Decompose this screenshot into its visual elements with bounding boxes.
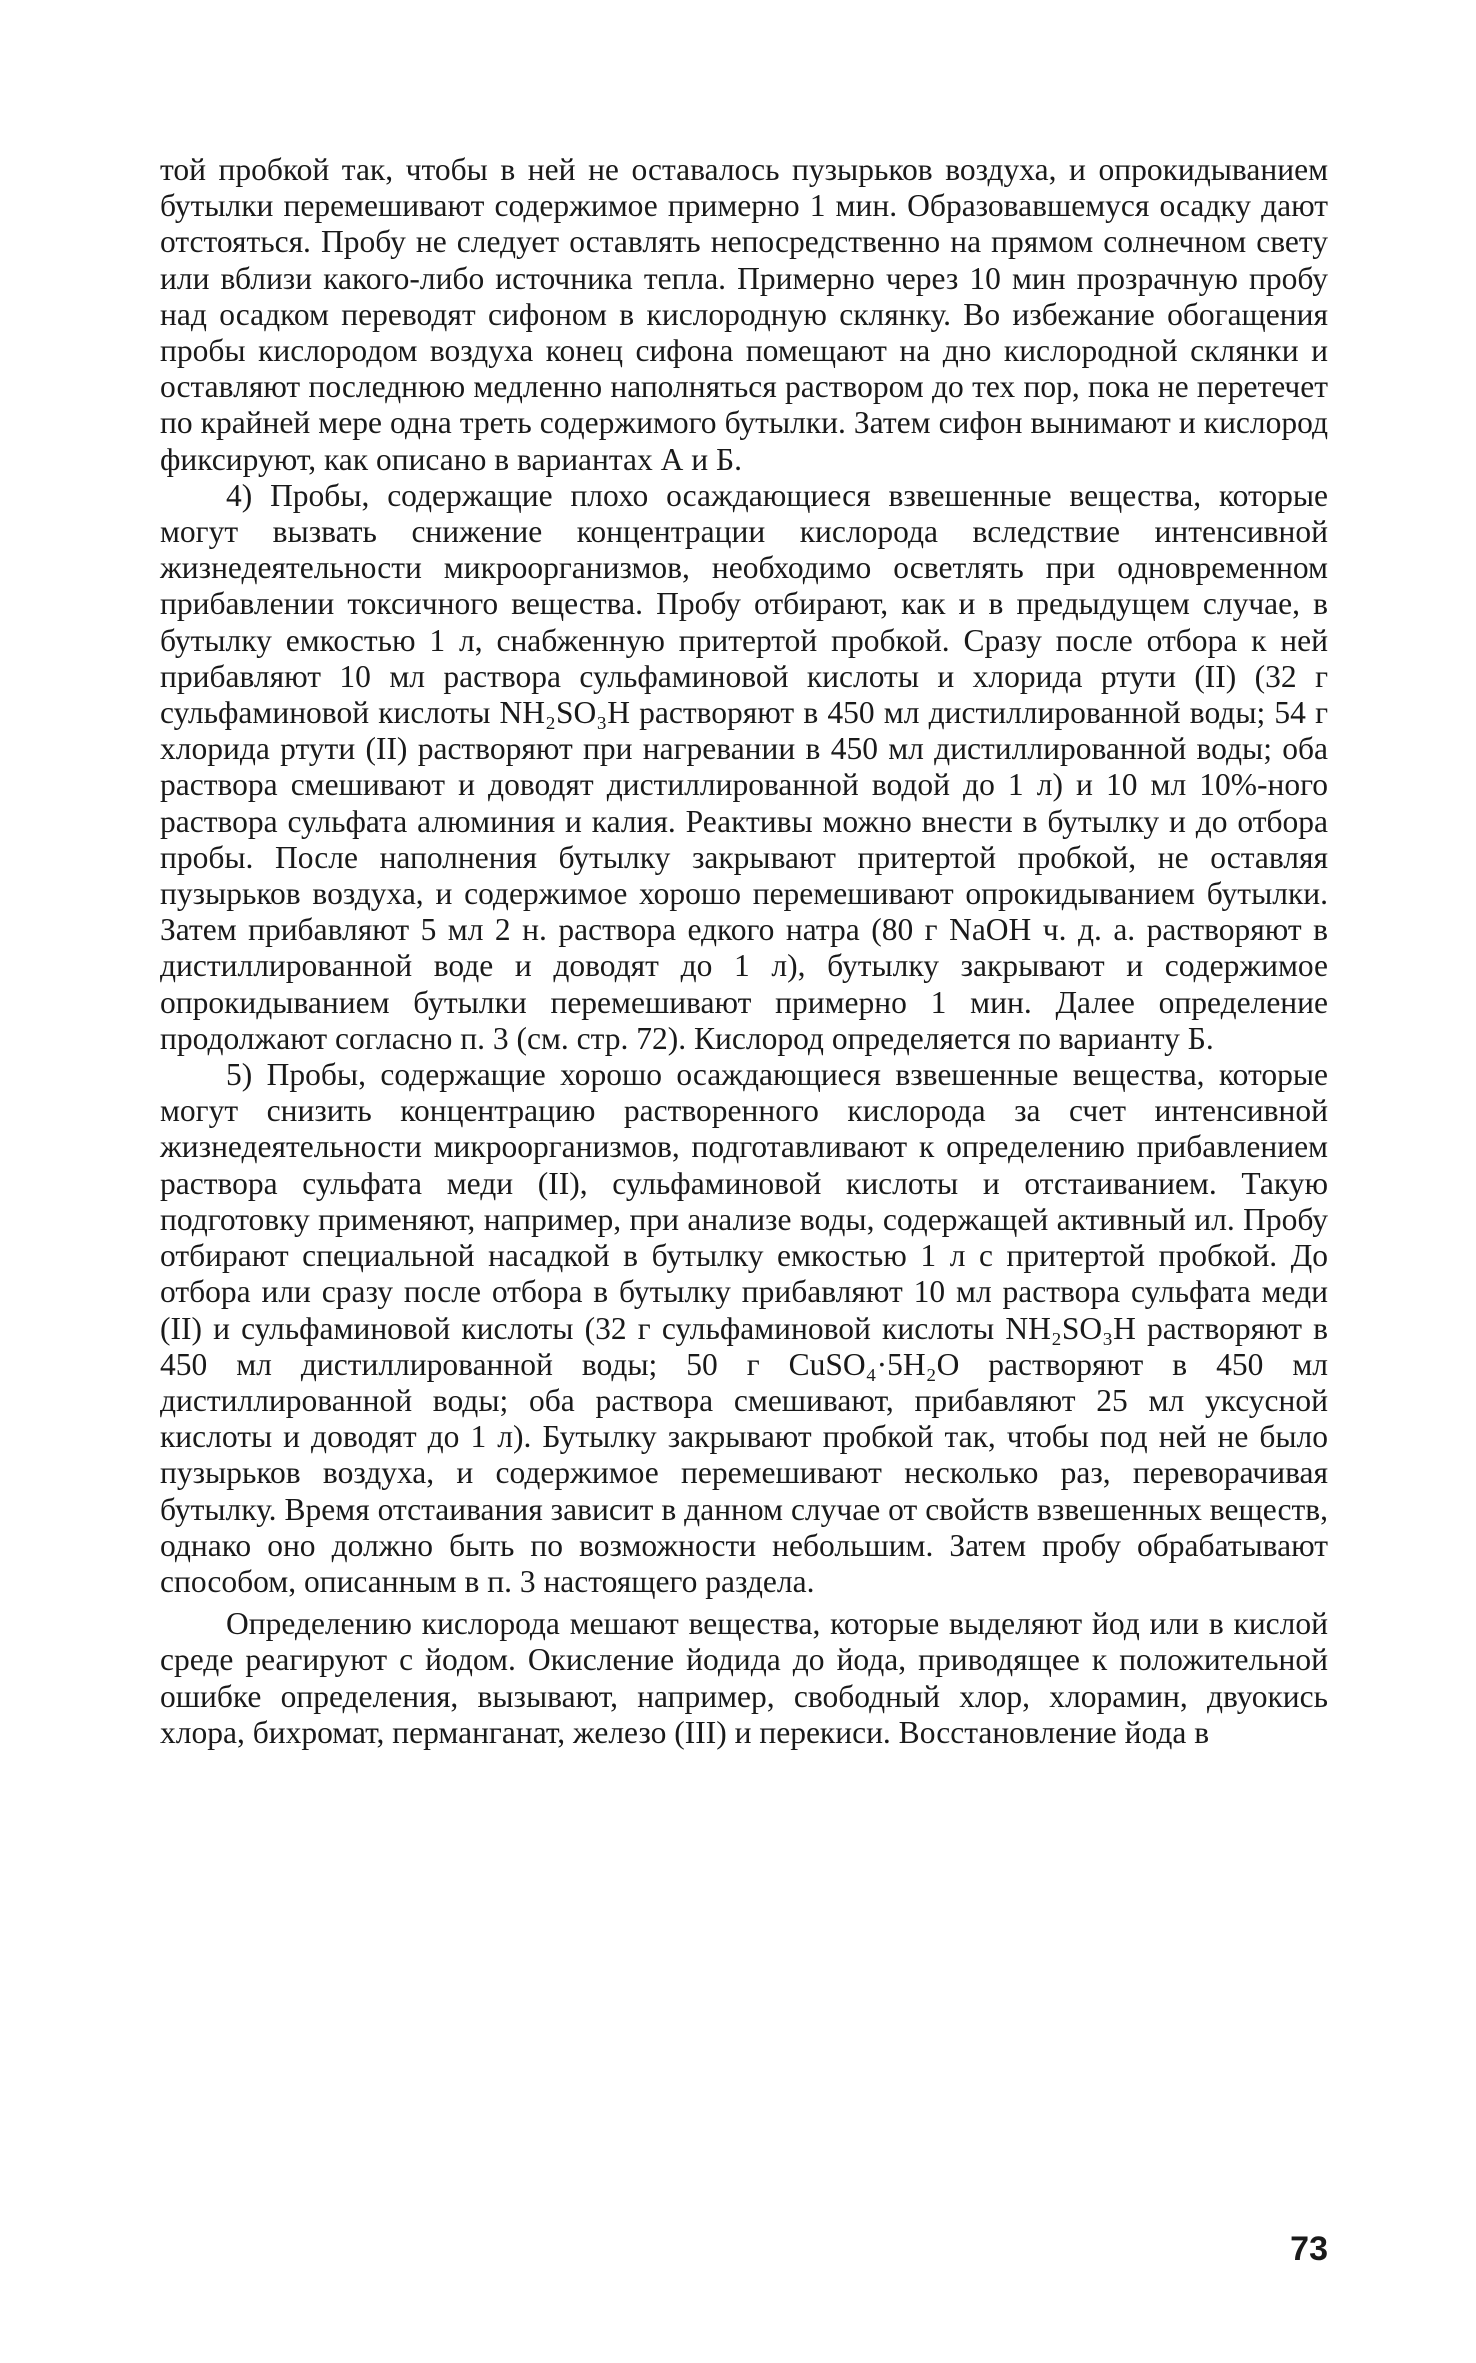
page-number: 73: [1290, 2230, 1328, 2268]
page-body: [160, 152, 1328, 1751]
paragraph-item-4: 4) Пробы, содержащие плохо осаждающиеся взвешенные вещества, которые могут вызвать снижение концентрации кислорода вследствие интенсивной жизнедеятельности микроорганизмов, необходимо осветлять при одновременном прибавлении токсичного вещества. Пробу отбирают, как и в предыдущем случае, в бутылку емкостью 1 л, снабженную притертой пробкой. Сразу после отбора к ней прибавляют 10 мл раствора сульфаминовой кислоты и хлорида ртути (II) (32 г сульфаминовой кислоты NH₂SO₃H растворяют в 450 мл дистиллированной воды; 54 г хлорида ртути (II) растворяют при нагревании в 450 мл дистиллированной воды; оба раствора смешивают и доводят дистиллированной водой до 1 л) и 10 мл 10%-ного раствора сульфата алюминия и калия. Реактивы можно внести в бутылку и до отбора пробы. После наполнения бутылку закрывают притертой пробкой, не оставляя пузырьков воздуха, и содержимое хорошо перемешивают опрокидыванием бутылки. Затем прибавляют 5 мл 2 н. раствора едкого натра (80 г NaOH ч. д. а. растворяют в дистиллированной воде и доводят до 1 л), бутылку закрывают и содержимое опрокидыванием бутылки перемешивают примерно 1 мин. Далее определение продолжают согласно п. 3 (см. стр. 72). Кислород определяется по варианту Б.: [160, 477, 1328, 1056]
paragraph-continuation: той пробкой так, чтобы в ней не оставалось пузырьков воздуха, и опрокидыванием бутылки перемешивают содержимое примерно 1 мин. Образовавшемуся осадку дают отстояться. Пробу не следует оставлять непосредственно на прямом солнечном свету или вблизи какого-либо источника тепла. Примерно через 10 мин прозрачную пробу над осадком переводят сифоном в кислородную склянку. Во избежание обогащения пробы кислородом воздуха конец сифона помещают на дно кислородной склянки и оставляют последнюю медленно наполняться раствором до тех пор, пока не перетечет по крайней мере одна треть содержимого бутылки. Затем сифон вынимают и кислород фиксируют, как описано в вариантах А и Б.: [160, 152, 1328, 477]
paragraph-interference: Определению кислорода мешают вещества, которые выделяют йод или в кислой среде реагируют с йодом. Окисление йодида до йода, приводящее к положительной ошибке определения, вызывают, например, свободный хлор, хлорамин, двуокись хлора, бихромат, перманганат, железо (III) и перекиси. Восстановление йода в: [160, 1606, 1328, 1750]
paragraph-item-5: 5) Пробы, содержащие хорошо осаждающиеся взвешенные вещества, которые могут снизить концентрацию растворенного кислорода за счет интенсивной жизнедеятельности микроорганизмов, подготавливают к определению прибавлением раствора сульфата меди (II), сульфаминовой кислоты и отстаиванием. Такую подготовку применяют, например, при анализе воды, содержащей активный ил. Пробу отбирают специальной насадкой в бутылку емкостью 1 л с притертой пробкой. До отбора или сразу после отбора в бутылку прибавляют 10 мл раствора сульфата меди (II) и сульфаминовой кислоты (32 г сульфаминовой кислоты NH₂SO₃H растворяют в 450 мл дистиллированной воды; 50 г CuSO₄·5H₂O растворяют в 450 мл дистиллированной воды; оба раствора смешивают, прибавляют 25 мл уксусной кислоты и доводят до 1 л). Бутылку закрывают пробкой так, чтобы под ней не было пузырьков воздуха, и содержимое перемешивают несколько раз, переворачивая бутылку. Время отстаивания зависит в данном случае от свойств взвешенных веществ, однако оно должно быть по возможности небольшим. Затем пробу обрабатывают способом, описанным в п. 3 настоящего раздела.: [160, 1057, 1328, 1599]
